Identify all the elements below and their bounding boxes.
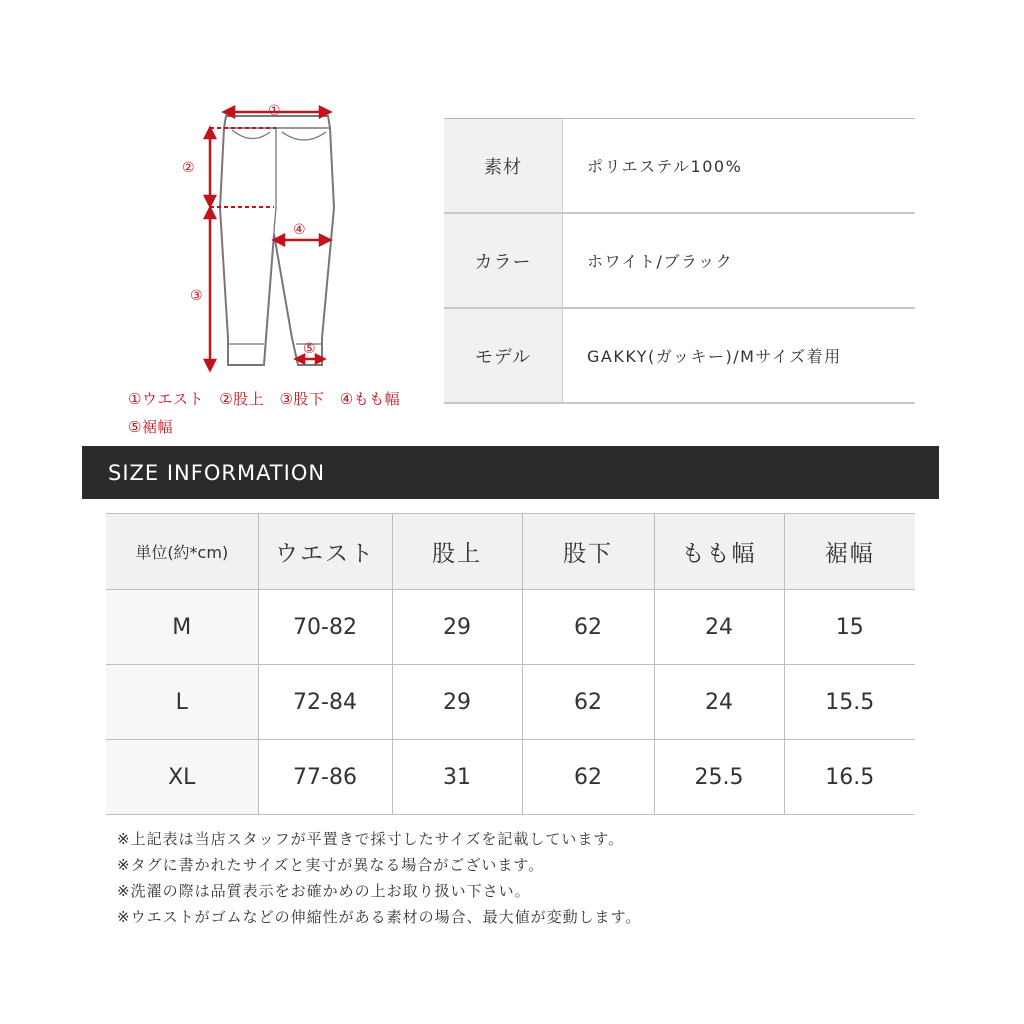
- legend-rise: ②股上: [219, 390, 265, 408]
- size-information-banner: SIZE INFORMATION: [82, 446, 939, 499]
- spec-row-color: [444, 214, 915, 309]
- cell-rise: 29: [392, 665, 522, 740]
- cell-hem: 16.5: [784, 740, 915, 815]
- marker-2: ②: [182, 160, 195, 176]
- marker-4: ④: [293, 222, 306, 238]
- spec-value: ホワイト/ブラック: [587, 252, 734, 271]
- table-row: [106, 740, 915, 815]
- marker-5: ⑤: [303, 341, 316, 357]
- spec-value: GAKKY(ガッキー)/Mサイズ着用: [587, 347, 842, 366]
- cell-thigh: 24: [654, 665, 784, 740]
- cell-inseam: 62: [522, 590, 654, 665]
- note-line: ※タグに書かれたサイズと実寸が異なる場合がございます。: [117, 856, 545, 874]
- note-line: ※洗濯の際は品質表示をお確かめの上お取り扱い下さい。: [117, 882, 531, 900]
- spec-row-material: [444, 119, 915, 214]
- cell-hem: 15: [784, 590, 915, 665]
- spec-value: ポリエステル100%: [587, 157, 743, 176]
- legend-hem: ⑤裾幅: [128, 418, 173, 436]
- spec-key: モデル: [444, 309, 563, 402]
- size-label: L: [106, 665, 258, 740]
- header-waist: ウエスト: [258, 514, 392, 590]
- cell-waist: 70-82: [258, 590, 392, 665]
- spec-key: カラー: [444, 214, 563, 307]
- notes: [117, 826, 641, 930]
- measurement-diagram: [100, 88, 440, 388]
- note-line: ※ウエストがゴムなどの伸縮性がある素材の場合、最大値が変動します。: [117, 908, 642, 926]
- spec-table: [444, 118, 915, 404]
- cell-inseam: 62: [522, 740, 654, 815]
- cell-thigh: 24: [654, 590, 784, 665]
- cell-rise: 31: [392, 740, 522, 815]
- header-rise: 股上: [392, 514, 522, 590]
- header-hem: 裾幅: [784, 514, 915, 590]
- size-table-header: [106, 514, 915, 590]
- header-unit: 単位(約*cm): [106, 514, 258, 590]
- spec-row-model: [444, 309, 915, 404]
- cell-inseam: 62: [522, 665, 654, 740]
- cell-waist: 72-84: [258, 665, 392, 740]
- header-thigh: もも幅: [654, 514, 784, 590]
- size-label: M: [106, 590, 258, 665]
- note-line: ※上記表は当店スタッフが平置きで採寸したサイズを記載しています。: [117, 830, 625, 848]
- cell-hem: 15.5: [784, 665, 915, 740]
- cell-thigh: 25.5: [654, 740, 784, 815]
- size-table: [106, 513, 915, 815]
- pants-illustration: [100, 88, 440, 388]
- cell-waist: 77-86: [258, 740, 392, 815]
- legend-inseam: ③股下: [279, 390, 325, 408]
- legend-waist: ①ウエスト: [128, 390, 204, 408]
- marker-1: ①: [268, 103, 281, 119]
- legend-thigh: ④もも幅: [339, 390, 401, 408]
- diagram-legend-line2: [128, 416, 183, 437]
- size-label: XL: [106, 740, 258, 815]
- header-inseam: 股下: [522, 514, 654, 590]
- table-row: [106, 665, 915, 740]
- spec-key: 素材: [444, 119, 563, 212]
- cell-rise: 29: [392, 590, 522, 665]
- marker-3: ③: [190, 288, 203, 304]
- table-row: [106, 590, 915, 665]
- diagram-legend-line1: [128, 388, 410, 409]
